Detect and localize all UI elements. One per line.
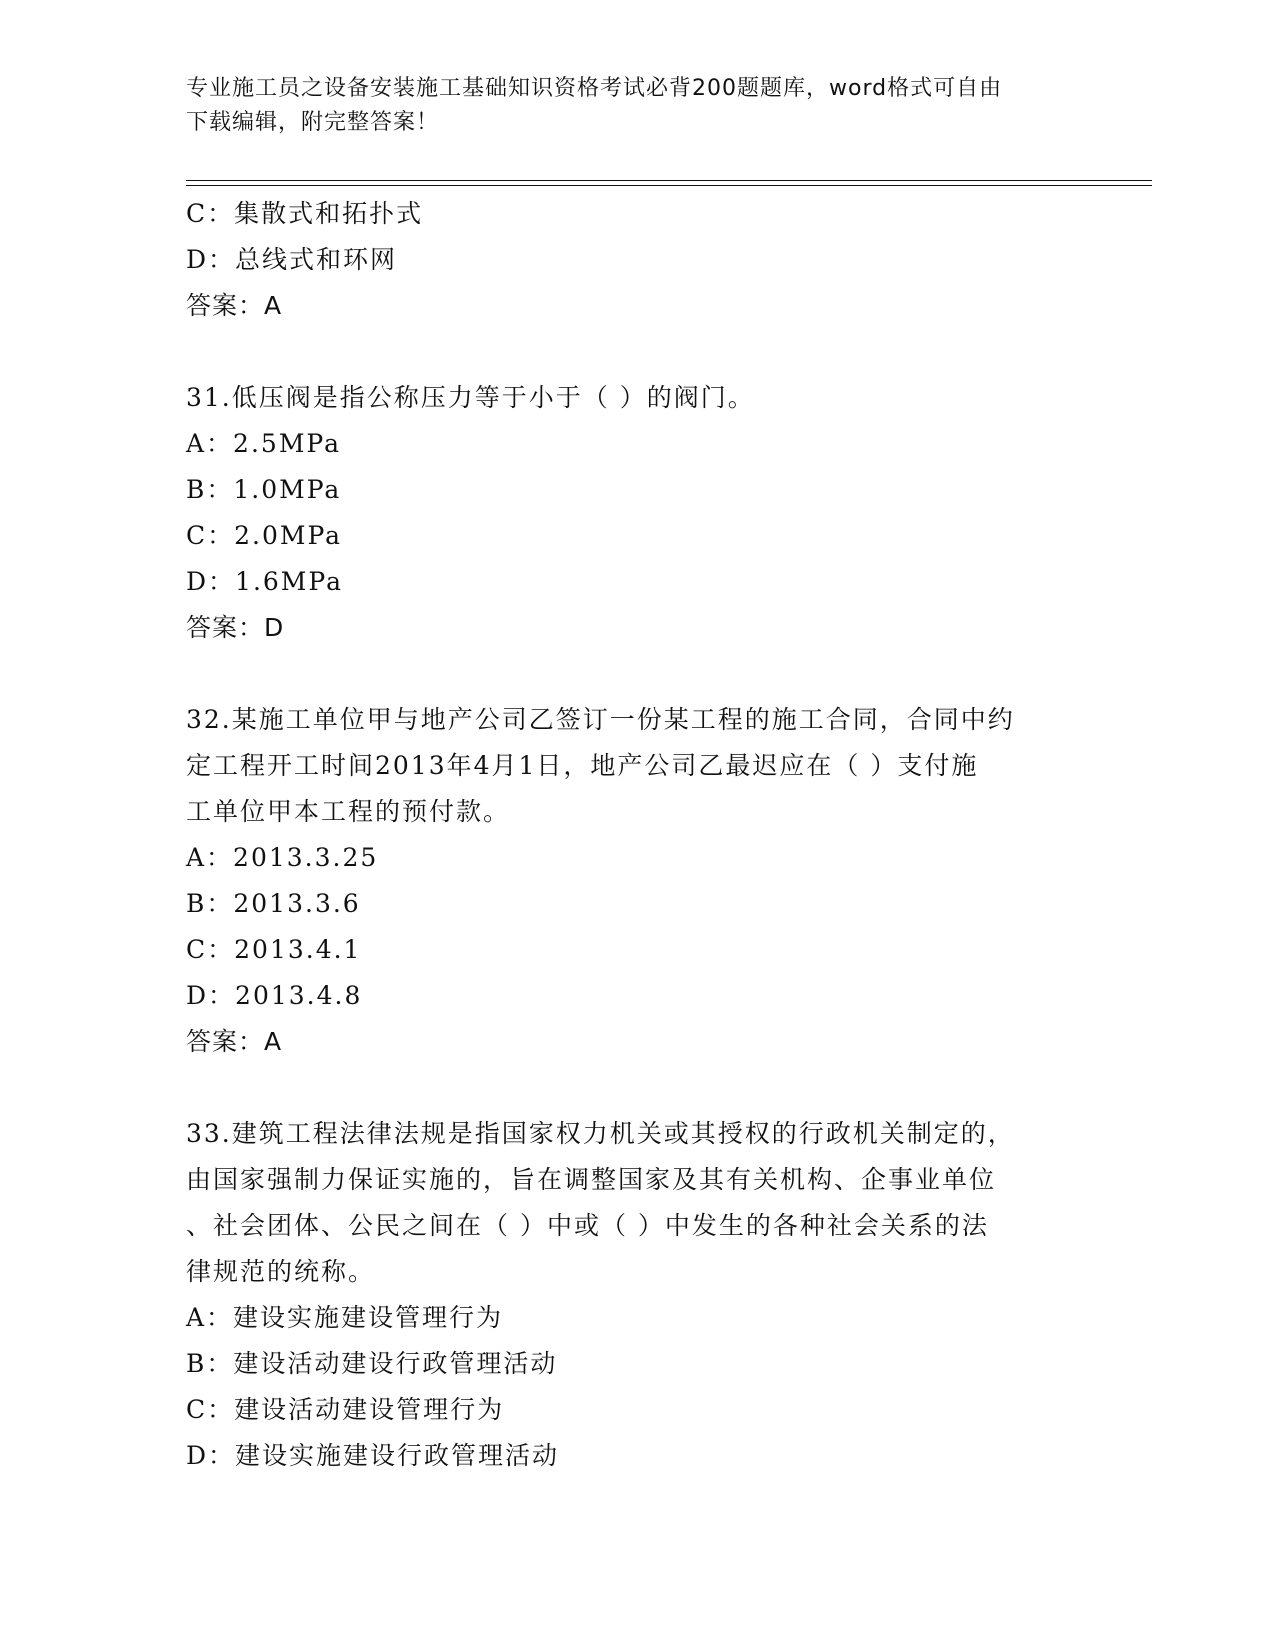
header-title-line-1: 专业施工员之设备安装施工基础知识资格考试必背200题题库，word格式可自由 (186, 76, 1003, 101)
document-header (186, 72, 1086, 140)
header-divider-bottom (186, 185, 1152, 186)
option-d: D：1.6MPa (186, 567, 344, 596)
question-31 (186, 375, 1086, 651)
question-text: 32.某施工单位甲与地产公司乙签订一份某工程的施工合同，合同中约 (186, 705, 1015, 734)
question-list (186, 191, 1086, 1479)
answer-line: 答案：A (186, 291, 283, 320)
question-text: 由国家强制力保证实施的，旨在调整国家及其有关机构、企事业单位 (186, 1165, 997, 1194)
question-text: 、社会团体、公民之间在（ ）中或（ ）中发生的各种社会关系的法 (186, 1211, 989, 1240)
option-b: B：1.0MPa (186, 475, 342, 504)
answer-line: 答案：A (186, 1027, 283, 1056)
option-d: D：2013.4.8 (186, 981, 363, 1010)
option-b: B：建设活动建设行政管理活动 (186, 1349, 558, 1378)
question-text: 工单位甲本工程的预付款。 (186, 797, 511, 826)
spacer (186, 1065, 1086, 1111)
option-a: A：2013.3.25 (186, 843, 379, 872)
option-b: B：2013.3.6 (186, 889, 361, 918)
spacer (186, 651, 1086, 697)
question-text: 33.建筑工程法律法规是指国家权力机关或其授权的行政机关制定的， (186, 1119, 1015, 1148)
header-divider-top (186, 180, 1152, 181)
option-d: D：总线式和环网 (186, 245, 398, 274)
option-c: C：2.0MPa (186, 521, 343, 550)
option-c: C：2013.4.1 (186, 935, 362, 964)
question-text: 定工程开工时间2013年4月1日，地产公司乙最迟应在（ ）支付施 (186, 751, 979, 780)
spacer (186, 329, 1086, 375)
option-a: A：建设实施建设管理行为 (186, 1303, 504, 1332)
header-title-line-2: 下载编辑，附完整答案！ (186, 110, 440, 135)
option-c: C：建设活动建设管理行为 (186, 1395, 505, 1424)
option-d: D：建设实施建设行政管理活动 (186, 1441, 560, 1470)
option-a: A：2.5MPa (186, 429, 342, 458)
question-33 (186, 1111, 1086, 1479)
question-text: 31.低压阀是指公称压力等于小于（ ）的阀门。 (186, 383, 755, 412)
question-32 (186, 697, 1086, 1065)
question-text: 律规范的统称。 (186, 1257, 376, 1286)
option-c: C：集散式和拓扑式 (186, 199, 424, 228)
answer-line: 答案：D (186, 613, 285, 642)
